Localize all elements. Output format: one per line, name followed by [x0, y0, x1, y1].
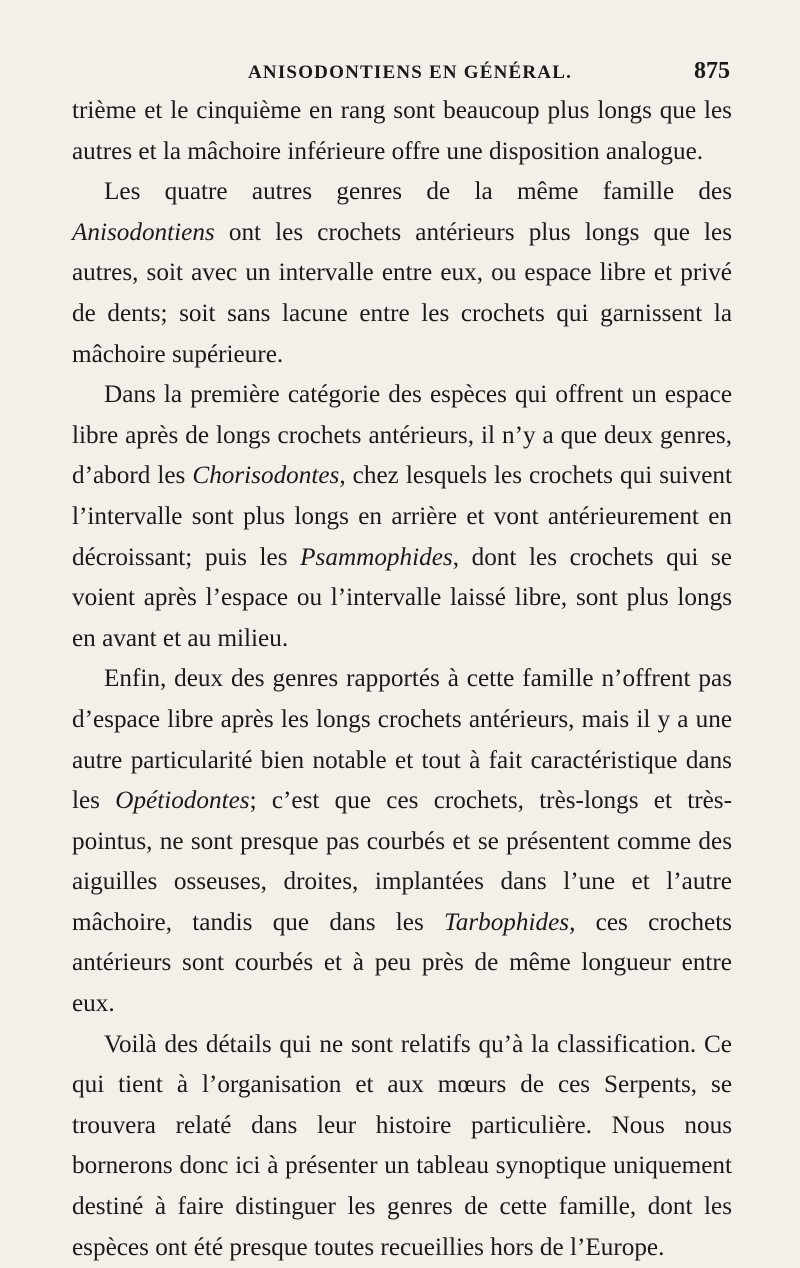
- paragraph-3-text-1: Dans la première catégorie des espèces qui offrent un espace libre après de longs crochets antérieurs, il n’y a que deux genres, d’abord les: [72, 381, 732, 490]
- paragraph-2-text-2: ont les crochets antérieurs plus longs que les autres, soit avec un intervalle entre eux, ou espace libre et privé de dents; soit sans lacune entre les crochets qui garnissent la mâchoire supérieure.: [72, 218, 732, 368]
- paragraph-4-text-1: Enfin, deux des genres rapportés à cette famille n’offrent pas d’espace libre après les longs crochets antérieurs, mais il y a une autre particularité bien notable et tout à fait caractéristique dans les: [72, 665, 732, 815]
- genus-chorisodontes: Chorisodontes: [192, 462, 340, 490]
- genus-psammophides: Psammophides: [300, 543, 453, 571]
- paragraph-2-text-1: Les quatre autres genres de la même famille des: [104, 178, 732, 206]
- paragraph-1: [72, 91, 732, 172]
- paragraph-3-text-3: , dont les crochets qui se voient après l’espace ou l’intervalle laissé libre, sont plus longs en avant et au milieu.: [72, 543, 732, 652]
- page-number: 875: [694, 58, 730, 84]
- genus-anisodontiens: Anisodontiens: [72, 218, 215, 246]
- paragraph-5-text: Voilà des détails qui ne sont relatifs qu’à la classification. Ce qui tient à l’organisation et aux mœurs de ces Serpents, se trouvera relaté dans leur histoire particulière. Nous nous bornerons donc ici à présenter un tableau synoptique uniquement destiné à faire distinguer les genres de cette famille, dont les espèces ont été presque toutes recueillies hors de l’Europe.: [72, 1030, 732, 1261]
- paragraph-4: [72, 659, 732, 1024]
- paragraph-5: [72, 1025, 732, 1268]
- body-text: [72, 91, 732, 1268]
- genus-tarbophides: Tarbophides,: [444, 908, 576, 936]
- paragraph-3: [72, 375, 732, 659]
- paragraph-2: [72, 172, 732, 375]
- paragraph-1-text: trième et le cinquième en rang sont beaucoup plus longs que les autres et la mâchoire inférieure offre une disposition analogue.: [72, 97, 732, 165]
- paragraph-4-text-2: ; c’est que ces crochets, très-longs et très-pointus, ne sont presque pas courbés et se présentent comme des aiguilles osseuses, droites, implantées dans l’une et l’autre mâchoire, tandis que dans les: [72, 787, 732, 936]
- paragraph-4-text-3: ces crochets antérieurs sont courbés et à peu près de même longueur entre eux.: [72, 908, 732, 1018]
- genus-opetiodontes: Opétiodontes: [115, 787, 250, 815]
- paragraph-3-text-2: , chez lesquels les crochets qui suivent l’intervalle sont plus longs en arrière et vont antérieurement en décroissant; puis les: [72, 462, 732, 571]
- running-head: ANISODONTIENS EN GÉNÉRAL.: [248, 62, 573, 83]
